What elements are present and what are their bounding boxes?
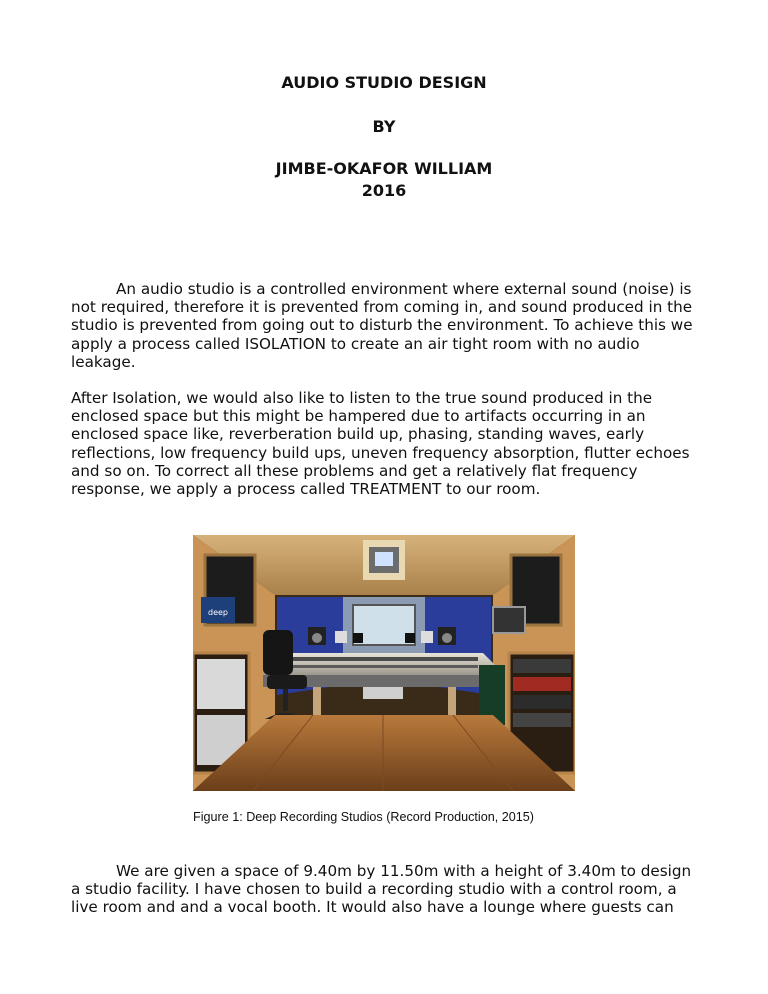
document-title: AUDIO STUDIO DESIGN <box>281 73 487 92</box>
byline-label: BY <box>372 117 396 136</box>
paragraph-isolation: An audio studio is a controlled environment where external sound (noise) is not required, therefore it is prevented from coming in, and sound produced in the studio is prevented from going out to disturb the environment. To achieve this we apply a process called ISOLATION to create an air tight room with no audio leakage. <box>71 280 693 371</box>
monitor-brand-text: deep <box>208 608 228 617</box>
document-year: 2016 <box>361 181 407 200</box>
studio-photo <box>193 535 575 791</box>
paragraph-space-description: We are given a space of 9.40m by 11.50m with a height of 3.40m to design a studio facility. I have chosen to build a recording studio with a control room, a live room and and a vocal booth. It would also have a lounge where guests can <box>71 862 692 917</box>
paragraph-treatment: After Isolation, we would also like to listen to the true sound produced in the enclosed space but this might be hampered due to artifacts occurring in an enclosed space like, reverberation build up, phasing, standing waves, early reflections, low frequency build ups, uneven frequency absorption, flutter echoes and so on. To correct all these problems and get a relatively flat frequency response, we apply a process called TREATMENT to our room. <box>71 389 690 499</box>
author-name: JIMBE-OKAFOR WILLIAM <box>275 159 493 178</box>
figure-caption: Figure 1: Deep Recording Studios (Record Production, 2015) <box>193 810 534 824</box>
